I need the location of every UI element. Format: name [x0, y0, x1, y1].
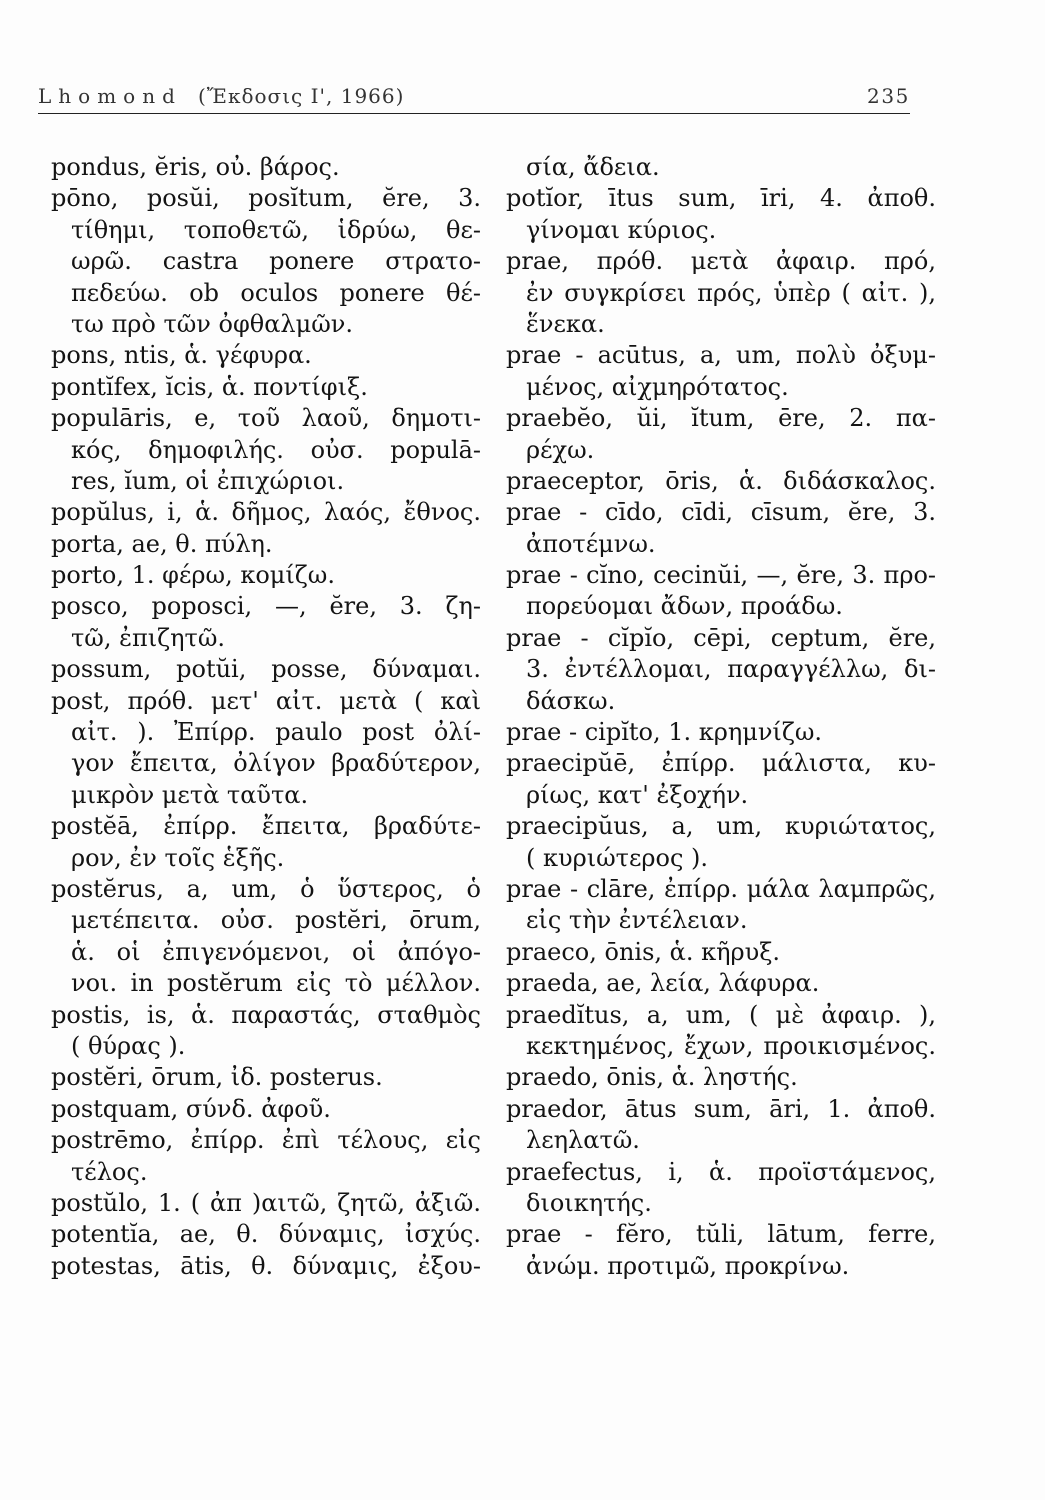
dictionary-line: prae - cĭno, cecinŭi, —, ĕre, 3. προ-	[506, 561, 936, 590]
dictionary-line: possum, potŭi, posse, δύναμαι.	[51, 655, 481, 684]
header-rule	[38, 113, 910, 114]
dictionary-line: πορεύομαι ἄδων, προάδω.	[526, 592, 843, 621]
dictionary-line: porto, 1. φέρω, κομίζω.	[51, 561, 336, 590]
dictionary-line: πεδεύω. ob oculos ponere θέ-	[71, 278, 481, 307]
dictionary-line: popŭlus, i, ἁ. δῆμος, λαός, ἔθνος.	[51, 498, 481, 527]
dictionary-line: νοι. in postĕrum εἰς τὸ μέλλον.	[71, 969, 481, 998]
dictionary-line: κεκτημένος, ἔχων, προικισμένος.	[526, 1031, 936, 1060]
dictionary-line: praedo, ōnis, ἁ. ληστής.	[506, 1063, 798, 1092]
dictionary-line: prae - clāre, ἐπίρρ. μάλα λαμπρῶς,	[506, 874, 936, 903]
dictionary-line: potĭor, ītus sum, īri, 4. ἀποθ.	[506, 184, 936, 213]
book-title: Lhomond	[38, 84, 182, 108]
dictionary-line: pontĭfex, ĭcis, ἁ. ποντίφιξ.	[51, 372, 368, 401]
dictionary-line: τίθημι, τοποθετῶ, ἱδρύω, θε-	[71, 215, 481, 244]
dictionary-line: κός, δημοφιλής. οὐσ. populā-	[71, 435, 481, 464]
dictionary-line: ( θύρας ).	[71, 1031, 186, 1060]
dictionary-line: γον ἔπειτα, ὀλίγον βραδύτερον,	[71, 749, 481, 778]
dictionary-line: ἁ. οἱ ἐπιγενόμενοι, οἱ ἀπόγο-	[71, 937, 481, 966]
dictionary-line: prae - cipĭto, 1. κρημνίζω.	[506, 718, 823, 747]
right-column	[506, 152, 936, 1282]
dictionary-line: τέλος.	[71, 1157, 148, 1186]
dictionary-line: prae - cīdo, cīdi, cīsum, ĕre, 3.	[506, 498, 936, 527]
dictionary-line: praeceptor, ōris, ἁ. διδάσκαλος.	[506, 466, 936, 495]
dictionary-line: τω πρὸ τῶν ὀφθαλμῶν.	[71, 309, 354, 338]
dictionary-line: praebĕo, ŭi, ĭtum, ēre, 2. πα-	[506, 404, 936, 433]
dictionary-line: σία, ἄδεια.	[526, 153, 660, 181]
dictionary-line: praedor, ātus sum, āri, 1. ἀποθ.	[506, 1094, 936, 1123]
dictionary-line: εἰς τὴν ἐντέλειαν.	[526, 906, 748, 935]
dictionary-line: ωρῶ. castra ponere στρατο-	[71, 247, 481, 276]
dictionary-line: pondus, ĕris, οὐ. βάρος.	[51, 153, 340, 181]
dictionary-line: postĕrus, a, um, ὁ ὕστερος, ὁ	[51, 874, 481, 903]
dictionary-line: τῶ, ἐπιζητῶ.	[71, 623, 226, 652]
dictionary-line: praefectus, i, ἁ. προϊστάμενος,	[506, 1157, 936, 1186]
dictionary-line: prae - cĭpĭo, cēpi, ceptum, ĕre,	[506, 623, 936, 652]
dictionary-line: praeco, ōnis, ἁ. κῆρυξ.	[506, 937, 781, 966]
dictionary-line: praedĭtus, a, um, ( μὲ ἀφαιρ. ),	[506, 1000, 936, 1029]
dictionary-line: αἰτ. ). Ἐπίρρ. paulo post ὀλί-	[71, 718, 481, 747]
dictionary-line: postquam, σύνδ. ἀφοῦ.	[51, 1094, 331, 1123]
dictionary-line: prae - fĕro, tŭli, lātum, ferre,	[506, 1220, 936, 1249]
dictionary-line: res, ĭum, οἱ ἐπιχώριοι.	[71, 466, 345, 495]
dictionary-line: ( κυριώτερος ).	[526, 843, 709, 872]
dictionary-line: pons, ntis, ἁ. γέφυρα.	[51, 341, 312, 370]
dictionary-line: potestas, ātis, θ. δύναμις, ἐξου-	[51, 1251, 481, 1280]
dictionary-line: potentĭa, ae, θ. δύναμις, ἰσχύς.	[51, 1220, 481, 1249]
dictionary-line: ἀποτέμνω.	[526, 529, 656, 558]
dictionary-line: pōno, posŭi, posĭtum, ĕre, 3.	[51, 184, 481, 213]
dictionary-line: διοικητής.	[526, 1188, 652, 1217]
edition-note: (Ἔκδοσις Ι', 1966)	[198, 84, 405, 108]
dictionary-line: postrēmo, ἐπίρρ. ἐπὶ τέλους, εἰς	[51, 1126, 481, 1155]
dictionary-line: porta, ae, θ. πύλη.	[51, 529, 273, 558]
dictionary-line: γίνομαι κύριος.	[526, 215, 717, 244]
dictionary-line: posco, poposci, —, ĕre, 3. ζη-	[51, 592, 481, 621]
dictionary-line: postĕā, ἐπίρρ. ἔπειτα, βραδύτε-	[51, 812, 481, 841]
dictionary-line: praeda, ae, λεία, λάφυρα.	[506, 969, 820, 998]
dictionary-line: postis, is, ἁ. παραστάς, σταθμὸς	[51, 1000, 481, 1029]
dictionary-line: μένος, αἰχμηρότατος.	[526, 372, 789, 401]
dictionary-line: praecipŭus, a, um, κυριώτατος,	[506, 812, 936, 841]
left-column	[51, 152, 481, 1282]
dictionary-line: ρέχω.	[526, 435, 595, 464]
dictionary-line: populāris, e, τοῦ λαοῦ, δημοτι-	[51, 404, 481, 433]
dictionary-line: μετέπειτα. οὐσ. postĕri, ōrum,	[71, 906, 481, 935]
dictionary-line: prae - acūtus, a, um, πολὺ ὀξυμ-	[506, 341, 936, 370]
dictionary-line: μικρὸν μετὰ ταῦτα.	[71, 780, 309, 809]
dictionary-line: ρίως, κατ' ἐξοχήν.	[526, 780, 749, 809]
running-header	[38, 84, 910, 110]
dictionary-line: ἕνεκα.	[526, 309, 605, 338]
dictionary-line: ρον, ἐν τοῖς ἑξῆς.	[71, 843, 285, 872]
dictionary-line: δάσκω.	[526, 686, 616, 715]
dictionary-line: 3. ἐντέλλομαι, παραγγέλλω, δι-	[526, 655, 936, 684]
dictionary-line: post, πρόθ. μετ' αἰτ. μετὰ ( καὶ	[51, 686, 481, 715]
dictionary-line: postŭlo, 1. ( ἀπ )αιτῶ, ζητῶ, ἀξιῶ.	[51, 1188, 481, 1217]
dictionary-line: praecipŭē, ἐπίρρ. μάλιστα, κυ-	[506, 749, 936, 778]
dictionary-line: ἐν συγκρίσει πρός, ὑπὲρ ( αἰτ. ),	[526, 278, 936, 307]
dictionary-line: prae, πρόθ. μετὰ ἀφαιρ. πρό,	[506, 247, 936, 276]
dictionary-line: ἀνώμ. προτιμῶ, προκρίνω.	[526, 1251, 850, 1280]
page-number: 235	[867, 84, 910, 108]
dictionary-line: postĕri, ōrum, ἰδ. posterus.	[51, 1063, 383, 1092]
dictionary-line: λεηλατῶ.	[526, 1126, 640, 1155]
